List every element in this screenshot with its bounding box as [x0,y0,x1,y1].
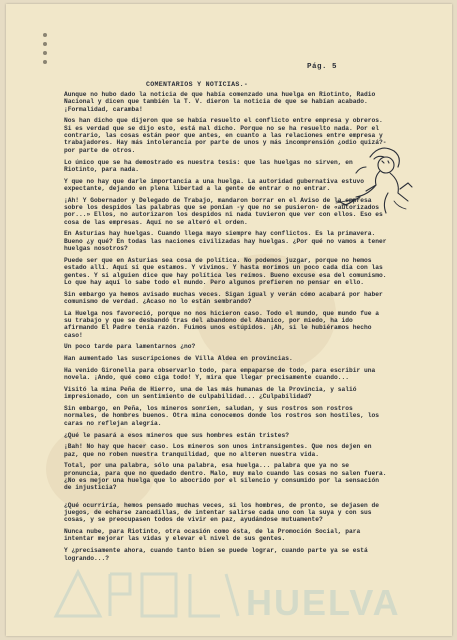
paragraph: ¿Qué le pasará a esos mineros que sus hombres están tristes? [64,431,290,439]
page-number: Pág. 5 [307,63,338,71]
document-sheet [6,4,452,636]
paragraph: Aunque no hubo dado la noticia de que había comenzado una huelga en Riotinto, Radio Nacional y dicen que también la T. V. dieron la noticia de que se habían acabado. ¡Formalidad, caramba! [64,91,376,113]
paragraph: Lo único que se ha demostrado es nuestra tesis: que las huelgas no sirven, en Riotinto, para nada. [64,158,353,173]
paragraph: Sin embargo ya hemos avisado muchas veces. Sigan igual y verán cómo acabará por haber comunismo de verdad. ¿Acaso no lo están sembrando? [64,290,383,305]
paragraph: Ha venido Gironella para observarlo todo, para empaparse de todo, para escribir una novela. ¡Ando, qué como ciga todo! Y, mira que llegar precisamente cuando... [64,366,376,382]
watermark-seal [50,564,246,626]
paragraph: Visitó la mina Peña de Hierro, una de las más humanas de la Provincia, y salió impresionado, con un sentimiento de culpabilidad... ¿Culpabilidad? [64,386,357,401]
watermark-text: HUELVA [246,582,401,623]
paragraph: Y que no hay que darle importancia a una huelga. La autoridad gubernativa estuvo expectante, dejando en plena libertad a la gente de entrar o no entrar. [64,177,365,192]
paragraph: ¡Bah! No hay que hacer caso. Los mineros son unos intransigentes. Que nos dejen en paz, que no roben nuestra tranquilidad, que no alteren nuestra vida. [64,443,372,458]
archive-watermark [50,564,401,626]
paragraph: Sin embargo, en Peña, los mineros sonríen, saludan, y sus rostros son rostros normales, de hombres buenos. Otra mina conocemos donde los rostros son hostiles, los caras no reflejan alegría. [64,405,380,427]
paragraph: Nos han dicho que dijeron que se había resuelto el conflicto entre empresa y obreros. Si es verdad que se dijo esto, está mal dicho. Porque no se ha resuelto nada. Por el contrario, las cosas están peor que antes, en cuanto a las relaciones entre empresa y trabajadores. Hay más intolerancia por parte de unos y más incomprensión ¿odio quizá?- por parte de otros. [64,117,387,154]
paragraph: Nunca nube, para Riotinto, otra ocasión como ésta, de la Promoción Social, para intentar mejorar las vidas y elevar el nivel de sus gentes. [64,528,361,543]
miner-sketch-illustration [330,137,416,217]
section-title: COMENTARIOS Y NOTICIAS.- [146,81,249,88]
paragraph: Y ¿precisamente ahora, cuando tanto bien se puede lograr, cuando parte ya se está logrando...? [64,547,368,562]
paragraph: Han aumentado las suscripciones de Villa Aldea en provincias. [64,355,293,363]
paragraph: ¡Ah! Y Gobernador y Delegado de Trabajo, mandaron borrar en el Aviso de la empresa sobre los despidos las palabras que se ponían -y que no se pusieron- de «autorizados por...» Ellos, no autorizaron los despidos ni nada tuvieron que ver con ellos. Eso es cosa de las empresas. Aquí no se alteró el orden. [64,196,383,226]
paragraph: La Huelga nos favoreció, porque no nos hicieron caso. Todo el mundo, que mundo fue a su trabajo y que se desbandó tras del abandono del Abanico, por miedo, ha ido afirmando El Padre tenía razón. Fuimos unos estúpidos. ¡Ah, si le hubiéramos hecho caso! [64,309,380,339]
paragraph: En Asturias hay huelgas. Cuando llega mayo siempre hay conflictos. Es la primavera. Bueno ¿y qué? En todas las naciones civilizadas hay huelgas. ¿Por qué no vamos a tener huelgas nosotros? [64,230,387,253]
paragraph: Un poco tarde para lamentarnos ¿no? [64,343,196,351]
paragraph: ¿Qué ocurriría, hemos pensado muchas veces, si los hombres, de pronto, se dejasen de juegos, de echarse zancadillas, de intentar salirse cada uno con la suya y con sus cosas, y se preocupasen todos de vivir en paz, ayudándose mutuamente? [64,501,380,524]
paragraph: Total, por una palabra, sólo una palabra, esa huelga... palabra que ya no se pronuncia, para que no quedado dentro. Malo, muy malo cuando las cosas no salen fuera. ¿No es mejor una huelga que lo abocrido por el silencio y consumido por la sensación de injusticia? [64,462,387,492]
paragraph: Puede ser que en Asturias sea cosa de política. No podemos juzgar, porque no hemos estado allí. Aquí sí que estamos. Y vivimos. Y hasta morimos un poco cada día con las gentes. Y si alguien dice que hay política les reímos. Bueno excuse esa del comunismo. Lo que hay aquí lo sabe todo el mundo. Pero algunos prefieren no pensar en ello. [64,256,387,286]
